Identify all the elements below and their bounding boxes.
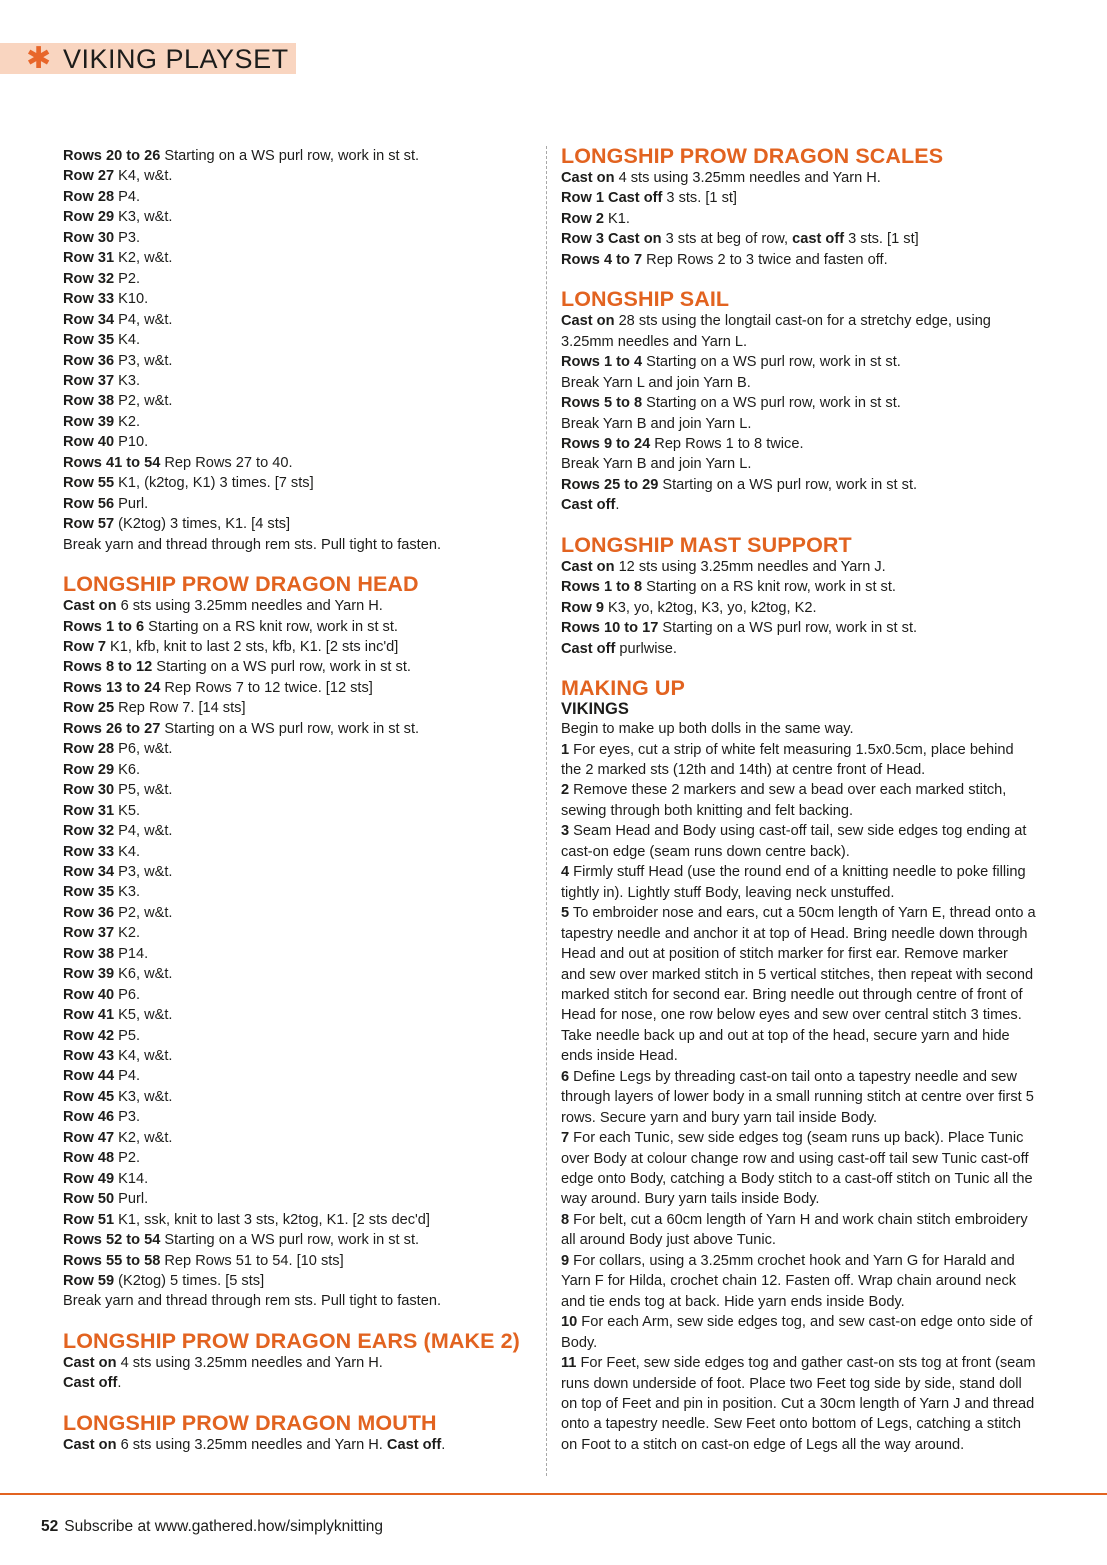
instruction-row: Break yarn and thread through rem sts. Pull tight to fasten. — [63, 536, 442, 553]
making-up-step: 11 For Feet, sew side edges tog and gather cast-on sts tog at front (seam runs down underside of foot. Place two Feet tog side by side, stand doll on top of Feet and pin in position. Cut a 30cm length of Yarn J and thread onto a tapestry needle. Sew Feet onto bottom of Legs, catching a stitch on Foot to a stitch on cast-on edge of Legs all the way around. — [561, 1355, 1036, 1453]
sail-line: Rows 25 to 29 Starting on a WS purl row, work in st st. — [561, 476, 918, 493]
instruction-row: Row 35 K3. — [63, 884, 141, 901]
instruction-row: Row 40 P6. — [63, 986, 141, 1003]
instruction-row: Cast on 6 sts using 3.25mm needles and Yarn H. — [63, 598, 383, 615]
making-up-step: 5 To embroider nose and ears, cut a 50cm length of Yarn E, thread onto a tapestry needle and anchor it at top of Head. Bring needle down through Head and out at position of stitch marker for first ear. Remove marker and sew over marked stitch in 5 vertical stitches, then repeat with second marked stitch for second ear. Bring needle out through centre of front of Head for nose, one row below eyes and sew over central stitch 3 times. Take needle back up and out at top of the head, secure yarn and hide ends inside Head. — [561, 905, 1036, 1065]
mast-line: Cast on 12 sts using 3.25mm needles and Yarn J. — [561, 558, 886, 575]
scales-line: Row 2 K1. — [561, 210, 630, 227]
instruction-row: Row 33 K10. — [63, 291, 149, 308]
section-title-dragon-scales: LONGSHIP PROW DRAGON SCALES — [561, 144, 944, 168]
instruction-row: Row 44 P4. — [63, 1068, 141, 1085]
instruction-row: Break yarn and thread through rem sts. Pull tight to fasten. — [63, 1293, 442, 1310]
making-up-step: 10 For each Arm, sew side edges tog, and sew cast-on edge onto side of Body. — [561, 1314, 1033, 1351]
instruction-row: Row 48 P2. — [63, 1150, 141, 1167]
footer — [41, 1518, 383, 1536]
instruction-row: Row 7 K1, kfb, knit to last 2 sts, kfb, K1. [2 sts inc'd] — [63, 638, 399, 655]
instruction-row: Row 47 K2, w&t. — [63, 1129, 173, 1146]
instruction-row: Row 29 K3, w&t. — [63, 209, 173, 226]
subsection-title-vikings: VIKINGS — [561, 700, 629, 719]
header-band — [0, 43, 296, 74]
sail-line: Cast on 28 sts using the longtail cast-on for a stretchy edge, using 3.25mm needles and Yarn L. — [561, 313, 991, 350]
sail-line: Rows 5 to 8 Starting on a WS purl row, work in st st. — [561, 395, 901, 412]
mast-line: Row 9 K3, yo, k2tog, K3, yo, k2tog, K2. — [561, 599, 817, 616]
instruction-row: Row 36 P2, w&t. — [63, 904, 173, 921]
page-title: VIKING PLAYSET — [63, 44, 289, 74]
mouth-instructions: Cast on 6 sts using 3.25mm needles and Yarn H. Cast off. — [63, 1436, 446, 1453]
instruction-row: Row 36 P3, w&t. — [63, 352, 173, 369]
making-up-step: 3 Seam Head and Body using cast-off tail, sew side edges tog ending at cast-on edge (seam runs down centre back). — [561, 823, 1027, 860]
instruction-row: Row 46 P3. — [63, 1109, 141, 1126]
sail-line: Rows 1 to 4 Starting on a WS purl row, work in st st. — [561, 354, 901, 371]
making-up-step: 1 For eyes, cut a strip of white felt measuring 1.5x0.5cm, place behind the 2 marked sts (12th and 14th) at centre front of Head. — [561, 741, 1014, 778]
instruction-row: Row 55 K1, (k2tog, K1) 3 times. [7 sts] — [63, 475, 314, 492]
section-title-dragon-ears: LONGSHIP PROW DRAGON EARS (MAKE 2) — [63, 1328, 520, 1353]
instruction-row: Rows 26 to 27 Starting on a WS purl row, work in st st. — [63, 720, 420, 737]
making-up-step: 6 Define Legs by threading cast-on tail onto a tapestry needle and sew through layers of lower body in a small running stitch at centre over first 5 rows. Secure yarn and bury yarn tail inside Body. — [561, 1068, 1034, 1126]
instruction-row: Row 33 K4. — [63, 843, 141, 860]
making-up-step: 8 For belt, cut a 60cm length of Yarn H and work chain stitch embroidery all around Body just above Tunic. — [561, 1211, 1028, 1249]
footer-rule — [0, 1493, 1107, 1495]
instruction-row: Row 32 P2. — [63, 270, 141, 287]
left-column — [63, 146, 533, 1455]
instruction-row: Row 42 P5. — [63, 1027, 141, 1044]
sail-line: Cast off. — [561, 497, 620, 514]
instruction-row: Row 38 P14. — [63, 945, 149, 962]
scales-line: Cast on 4 sts using 3.25mm needles and Yarn H. — [561, 170, 881, 186]
sail-line: Rows 9 to 24 Rep Rows 1 to 8 twice. — [561, 435, 804, 452]
mast-line: Rows 1 to 8 Starting on a RS knit row, work in st st. — [561, 579, 896, 596]
section-title-mast-support: LONGSHIP MAST SUPPORT — [561, 532, 852, 557]
instruction-row: Rows 1 to 6 Starting on a RS knit row, work in st st. — [63, 618, 398, 635]
making-up-step: 7 For each Tunic, sew side edges tog (seam runs up back). Place Tunic over Body at colour change row and using cast-off tail sew Tunic cast-off edge onto Body, catching a Body stitch to a cast-off stitch on Tunic all the way around. Bury yarn tails inside Body. — [561, 1130, 1033, 1208]
sail-line: Break Yarn B and join Yarn L. — [561, 415, 752, 432]
instruction-row: Row 39 K6, w&t. — [63, 966, 173, 983]
instruction-row: Row 29 K6. — [63, 761, 141, 778]
instruction-row: Row 56 Purl. — [63, 495, 149, 512]
ears-cast-off: Cast off. — [63, 1375, 122, 1392]
mast-line: Rows 10 to 17 Starting on a WS purl row, work in st st. — [561, 620, 918, 637]
instruction-row: Row 30 P5, w&t. — [63, 782, 173, 799]
instruction-row: Row 51 K1, ssk, knit to last 3 sts, k2tog, K1. [2 sts dec'd] — [63, 1211, 430, 1228]
instruction-row: Row 43 K4, w&t. — [63, 1048, 173, 1065]
instruction-row: Row 37 K2. — [63, 925, 141, 942]
instruction-row: Row 28 P4. — [63, 188, 141, 205]
right-column — [561, 144, 1036, 1455]
section-title-sail: LONGSHIP SAIL — [561, 287, 730, 312]
sail-line: Break Yarn L and join Yarn B. — [561, 374, 751, 391]
instruction-row: Row 40 P10. — [63, 434, 149, 451]
instruction-row: Row 59 (K2tog) 5 times. [5 sts] — [63, 1273, 265, 1290]
making-up-steps — [561, 740, 1036, 1456]
scales-line: Row 1 Cast off 3 sts. [1 st] — [561, 190, 737, 207]
instruction-row: Row 27 K4, w&t. — [63, 168, 173, 185]
instruction-row: Row 30 P3. — [63, 229, 141, 246]
instruction-row: Row 34 P4, w&t. — [63, 311, 173, 328]
instruction-row: Row 34 P3, w&t. — [63, 863, 173, 880]
sail-line: Break Yarn B and join Yarn L. — [561, 456, 752, 473]
making-up-step: 9 For collars, using a 3.25mm crochet hook and Yarn G for Harald and Yarn F for Hilda, crochet chain 12. Fasten off. Wrap chain around neck and tie ends tog at back. Hide yarn ends inside Body. — [561, 1252, 1017, 1310]
instruction-row: Rows 13 to 24 Rep Rows 7 to 12 twice. [12 sts] — [63, 679, 373, 696]
instruction-row: Row 50 Purl. — [63, 1191, 149, 1208]
instruction-row: Rows 8 to 12 Starting on a WS purl row, work in st st. — [63, 659, 411, 676]
section-title-making-up: MAKING UP — [561, 676, 685, 701]
instruction-row: Rows 20 to 26 Starting on a WS purl row, work in st st. — [63, 148, 420, 164]
section-title-dragon-head: LONGSHIP PROW DRAGON HEAD — [63, 572, 419, 597]
instruction-row: Row 35 K4. — [63, 332, 141, 349]
instruction-row: Rows 52 to 54 Starting on a WS purl row, work in st st. — [63, 1232, 420, 1249]
instruction-row: Row 32 P4, w&t. — [63, 823, 173, 840]
making-up-intro: Begin to make up both dolls in the same way. — [561, 721, 854, 738]
mast-line: Cast off purlwise. — [561, 640, 677, 657]
instruction-row: Row 41 K5, w&t. — [63, 1007, 173, 1024]
instruction-row: Row 31 K2, w&t. — [63, 250, 173, 267]
instruction-row: Row 38 P2, w&t. — [63, 393, 173, 410]
scales-line: Row 3 Cast on 3 sts at beg of row, cast off 3 sts. [1 st] — [561, 231, 919, 248]
making-up-step: 4 Firmly stuff Head (use the round end of a knitting needle to poke filling tightly in). Lightly stuff Body, leaving neck unstuffed. — [561, 864, 1026, 901]
instruction-row: Rows 55 to 58 Rep Rows 51 to 54. [10 sts] — [63, 1252, 344, 1269]
instruction-row: Row 37 K3. — [63, 372, 141, 389]
column-divider — [546, 146, 547, 1476]
instruction-row: Row 39 K2. — [63, 413, 141, 430]
section-title-dragon-mouth: LONGSHIP PROW DRAGON MOUTH — [63, 1410, 437, 1435]
instruction-row: Row 28 P6, w&t. — [63, 741, 173, 758]
instruction-row: Row 49 K14. — [63, 1170, 149, 1187]
asterisk-icon: ✱ — [26, 42, 52, 75]
instruction-row: Rows 41 to 54 Rep Rows 27 to 40. — [63, 454, 293, 471]
dragon-head-rows — [63, 596, 533, 1312]
intro-rows — [63, 146, 533, 555]
scales-line: Rows 4 to 7 Rep Rows 2 to 3 twice and fasten off. — [561, 251, 888, 268]
instruction-row: Row 31 K5. — [63, 802, 141, 819]
instruction-row: Row 25 Rep Row 7. [14 sts] — [63, 700, 246, 717]
page-number: 52 — [41, 1518, 59, 1535]
subscribe-text: Subscribe at www.gathered.how/simplyknitting — [64, 1518, 384, 1535]
instruction-row: Row 45 K3, w&t. — [63, 1088, 173, 1105]
making-up-step: 2 Remove these 2 markers and sew a bead over each marked stitch, sewing through both knitting and felt backing. — [561, 782, 1007, 819]
instruction-row: Row 57 (K2tog) 3 times, K1. [4 sts] — [63, 516, 291, 533]
ears-cast-on: Cast on 4 sts using 3.25mm needles and Yarn H. — [63, 1354, 383, 1371]
